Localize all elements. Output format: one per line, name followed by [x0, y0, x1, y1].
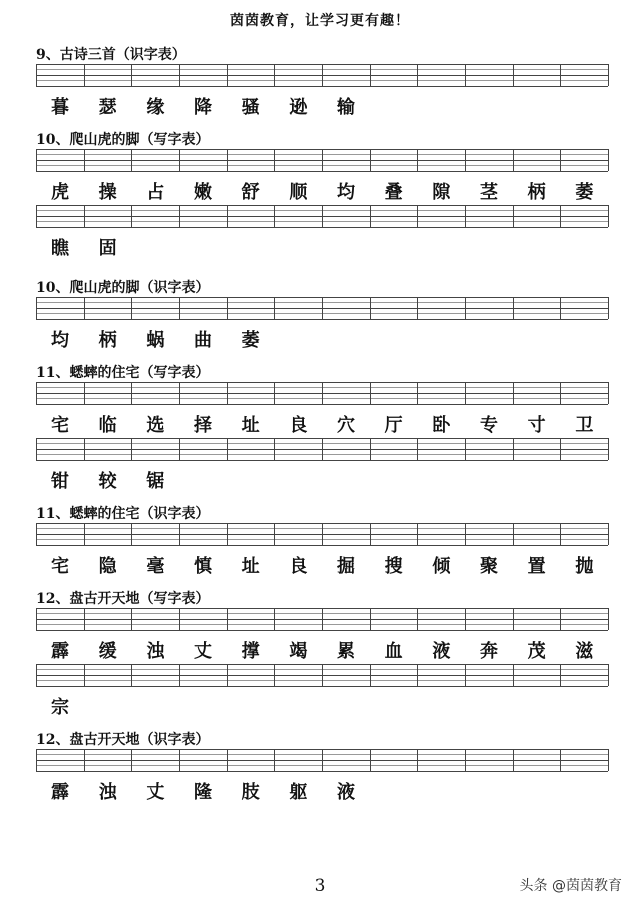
section-title: 10、爬山虎的脚（写字表） — [36, 132, 210, 148]
character: 柄 — [527, 182, 546, 203]
character: 虎 — [51, 182, 69, 203]
character: 锯 — [146, 471, 165, 492]
character: 均 — [51, 330, 69, 351]
character: 宅 — [51, 556, 69, 577]
character: 骚 — [241, 97, 260, 118]
character-row — [36, 638, 608, 666]
writing-grid — [36, 664, 608, 686]
character: 滋 — [575, 641, 594, 662]
character-row — [36, 94, 608, 122]
section-title: 12、盘古开天地（写字表） — [36, 591, 210, 607]
page-number: 3 — [314, 876, 326, 896]
writing-grid — [36, 149, 608, 171]
character: 萎 — [241, 330, 260, 351]
character: 隐 — [98, 556, 117, 577]
character: 较 — [98, 471, 117, 492]
character: 霹 — [51, 782, 69, 803]
character: 占 — [146, 182, 165, 203]
character: 丈 — [194, 641, 212, 662]
character: 茂 — [527, 641, 546, 662]
character: 缓 — [98, 641, 117, 662]
character: 慎 — [194, 556, 212, 577]
writing-grid — [36, 608, 608, 630]
character: 卧 — [432, 415, 451, 436]
character: 厅 — [384, 415, 403, 436]
character-row — [36, 694, 608, 722]
character: 输 — [337, 97, 355, 118]
character-row — [36, 179, 608, 207]
character: 隆 — [194, 782, 212, 803]
section-title: 11、蟋蟀的住宅（写字表） — [36, 365, 210, 381]
character: 曲 — [194, 330, 212, 351]
character: 茎 — [480, 182, 498, 203]
character: 选 — [146, 415, 165, 436]
character: 置 — [527, 556, 546, 577]
character: 倾 — [432, 556, 451, 577]
writing-grid — [36, 297, 608, 319]
section-title: 11、蟋蟀的住宅（识字表） — [36, 506, 210, 522]
character: 专 — [480, 415, 498, 436]
character: 瞧 — [51, 238, 69, 259]
character: 宅 — [51, 415, 69, 436]
character: 毫 — [146, 556, 165, 577]
character: 暮 — [51, 97, 69, 118]
writing-grid — [36, 382, 608, 404]
writing-grid — [36, 749, 608, 771]
character: 奔 — [480, 641, 498, 662]
character-row — [36, 327, 608, 355]
character: 均 — [337, 182, 355, 203]
character: 浊 — [98, 782, 117, 803]
character: 蜗 — [146, 330, 165, 351]
character: 撑 — [241, 641, 260, 662]
writing-grid — [36, 438, 608, 460]
character-row — [36, 779, 608, 807]
character-row — [36, 468, 608, 496]
character: 固 — [98, 238, 117, 259]
character: 霹 — [51, 641, 69, 662]
character: 择 — [194, 415, 212, 436]
watermark: 头条 @茵茵教育 — [519, 878, 622, 894]
character: 丈 — [146, 782, 165, 803]
character: 寸 — [527, 415, 546, 436]
character: 穴 — [337, 415, 355, 436]
writing-grid — [36, 64, 608, 86]
character: 柄 — [98, 330, 117, 351]
character: 缘 — [146, 97, 165, 118]
character: 血 — [384, 641, 403, 662]
character: 液 — [432, 641, 451, 662]
character: 躯 — [289, 782, 308, 803]
character: 降 — [194, 97, 212, 118]
character: 逊 — [289, 97, 308, 118]
character: 址 — [241, 415, 260, 436]
writing-grid — [36, 523, 608, 545]
section-title: 9、古诗三首（识字表） — [36, 47, 186, 63]
character: 搜 — [384, 556, 403, 577]
character: 瑟 — [98, 97, 117, 118]
character: 良 — [289, 415, 308, 436]
character: 良 — [289, 556, 308, 577]
character: 掘 — [337, 556, 355, 577]
character: 肢 — [241, 782, 260, 803]
section-title: 10、爬山虎的脚（识字表） — [36, 280, 210, 296]
writing-grid — [36, 205, 608, 227]
character: 竭 — [289, 641, 308, 662]
character: 钳 — [51, 471, 69, 492]
character: 址 — [241, 556, 260, 577]
character: 萎 — [575, 182, 594, 203]
character: 叠 — [384, 182, 403, 203]
character-row — [36, 412, 608, 440]
character: 舒 — [241, 182, 260, 203]
section-title: 12、盘古开天地（识字表） — [36, 732, 210, 748]
character: 浊 — [146, 641, 165, 662]
character: 抛 — [575, 556, 594, 577]
character: 宗 — [51, 697, 69, 718]
character: 卫 — [575, 415, 594, 436]
character: 顺 — [289, 182, 308, 203]
character: 隙 — [432, 182, 451, 203]
character: 临 — [98, 415, 117, 436]
character: 聚 — [480, 556, 498, 577]
page-header: 茵茵教育，让学习更有趣！ — [230, 13, 410, 29]
character: 操 — [98, 182, 117, 203]
character-row — [36, 235, 608, 263]
character-row — [36, 553, 608, 581]
character: 累 — [337, 641, 355, 662]
character: 嫩 — [194, 182, 212, 203]
character: 液 — [337, 782, 355, 803]
